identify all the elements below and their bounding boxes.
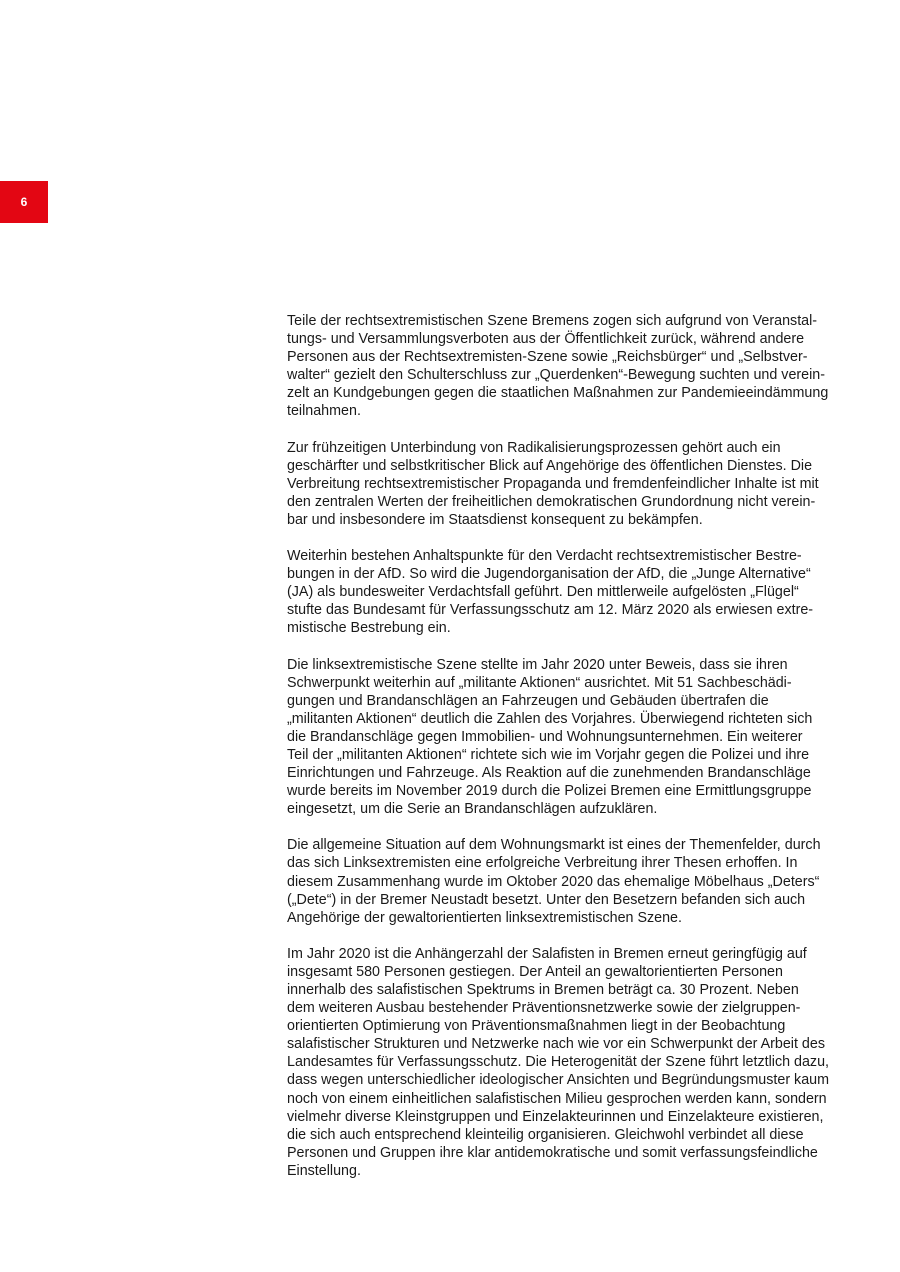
paragraph-line: insgesamt 580 Personen gestiegen. Der Anteil an gewaltorientierten Personen [287, 963, 783, 980]
paragraph-line: den zentralen Werten der freiheitlichen demokratischen Grundordnung nicht verein- [287, 493, 816, 510]
paragraph-line: Einstellung. [287, 1162, 361, 1179]
body-text [287, 312, 839, 1198]
paragraph-line: gungen und Brandanschlägen an Fahrzeugen und Gebäuden übertrafen die [287, 692, 769, 709]
paragraph-line: stufte das Bundesamt für Verfassungsschutz am 12. März 2020 als erwiesen extre- [287, 602, 814, 619]
paragraph-line: Die linksextremistische Szene stellte im Jahr 2020 unter Beweis, dass sie ihren [287, 656, 788, 673]
paragraph-line: bar und insbesondere im Staatsdienst konsequent zu bekämpfen. [287, 511, 703, 528]
paragraph-line: tungs- und Versammlungsverboten aus der Öffentlichkeit zurück, während andere [287, 331, 805, 348]
paragraph-line: salafistischer Strukturen und Netzwerke nach wie vor ein Schwerpunkt der Arbeit des [287, 1036, 825, 1053]
paragraph-line: Personen aus der Rechtsextremisten-Szene sowie „Reichsbürger“ und „Selbstver- [287, 349, 808, 366]
paragraph-line: Im Jahr 2020 ist die Anhängerzahl der Salafisten in Bremen erneut geringfügig auf [287, 945, 807, 962]
paragraph-line: dem weiteren Ausbau bestehender Präventionsnetzwerke sowie der zielgruppen- [287, 1000, 801, 1017]
paragraph-line: geschärfter und selbstkritischer Blick auf Angehörige des öffentlichen Dienstes. Die [287, 457, 813, 474]
paragraph-line: „militanten Aktionen“ deutlich die Zahlen des Vorjahres. Überwiegend richteten sich [287, 710, 813, 727]
paragraph-line: das sich Linksextremisten eine erfolgreiche Verbreitung ihrer Thesen erhoffen. In [287, 855, 798, 872]
paragraph-line: Teil der „militanten Aktionen“ richtete sich wie im Vorjahr gegen die Polizei und ihre [287, 746, 810, 763]
paragraph-line: wurde bereits im November 2019 durch die Polizei Bremen eine Ermittlungsgruppe [287, 783, 812, 800]
paragraph-line: (JA) als bundesweiter Verdachtsfall geführt. Den mittlerweile aufgelösten „Flügel“ [287, 584, 799, 601]
paragraph-line: Einrichtungen und Fahrzeuge. Als Reaktion auf die zunehmenden Brandanschläge [287, 765, 811, 782]
paragraph-line: innerhalb des salafistischen Spektrums in Bremen beträgt ca. 30 Prozent. Neben [287, 982, 799, 998]
paragraph [287, 312, 839, 421]
paragraph-line: die sich auch entsprechend kleinteilig organisieren. Gleichwohl verbindet all diese [287, 1126, 804, 1143]
paragraph-line: orientierten Optimierung von Präventionsmaßnahmen liegt in der Beobachtung [287, 1018, 786, 1035]
paragraph [287, 656, 839, 819]
paragraph-line: Verbreitung rechtsextremistischer Propaganda und fremdenfeindlicher Inhalte ist mit [287, 475, 819, 492]
paragraph-line: zelt an Kundgebungen gegen die staatlichen Maßnahmen zur Pandemieeindämmung [287, 385, 829, 402]
paragraph [287, 945, 839, 1180]
paragraph-line: („Dete“) in der Bremer Neustadt besetzt. Unter den Besetzern befanden sich auch [287, 891, 806, 908]
paragraph-line: noch von einem einheitlichen salafistischen Milieu gesprochen werden kann, sondern [287, 1090, 827, 1107]
paragraph-line: diesem Zusammenhang wurde im Oktober 2020 das ehemalige Möbelhaus „Deters“ [287, 873, 820, 890]
paragraph-line: Angehörige der gewaltorientierten linksextremistischen Szene. [287, 909, 682, 926]
paragraph-line: teilnahmen. [287, 403, 361, 420]
paragraph-line: Personen und Gruppen ihre klar antidemokratische und somit verfassungsfeindliche [287, 1144, 818, 1161]
paragraph [287, 547, 839, 637]
paragraph-line: Landesamtes für Verfassungsschutz. Die Heterogenität der Szene führt letztlich dazu, [287, 1054, 829, 1071]
paragraph-line: mistische Bestrebung ein. [287, 620, 451, 637]
paragraph [287, 439, 839, 529]
paragraph-line: walter“ gezielt den Schulterschluss zur „Querdenken“-Bewegung suchten und verein- [287, 367, 826, 384]
paragraph-line: Schwerpunkt weiterhin auf „militante Aktionen“ ausrichtet. Mit 51 Sachbeschädi- [287, 674, 792, 691]
paragraph [287, 836, 839, 926]
paragraph-line: Weiterhin bestehen Anhaltspunkte für den Verdacht rechtsextremistischer Bestre- [287, 548, 802, 565]
paragraph-line: die Brandanschläge gegen Immobilien- und Wohnungsunternehmen. Ein weiterer [287, 728, 803, 745]
paragraph-line: bungen in der AfD. So wird die Jugendorganisation der AfD, die „Junge Alternative“ [287, 566, 811, 583]
paragraph-line: Zur frühzeitigen Unterbindung von Radikalisierungsprozessen gehört auch ein [287, 439, 781, 456]
page-number-tab [0, 181, 48, 223]
paragraph-line: dass wegen unterschiedlicher ideologischer Ansichten und Begründungsmuster kaum [287, 1072, 830, 1089]
paragraph-line: Teile der rechtsextremistischen Szene Bremens zogen sich aufgrund von Veranstal- [287, 313, 818, 329]
paragraph-line: eingesetzt, um die Serie an Brandanschlägen aufzuklären. [287, 801, 658, 818]
paragraph-line: Die allgemeine Situation auf dem Wohnungsmarkt ist eines der Themenfelder, durch [287, 837, 821, 854]
paragraph-line: vielmehr diverse Kleinstgruppen und Einzelakteurinnen und Einzelakteure existieren, [287, 1108, 824, 1125]
page-number: 6 [20, 195, 28, 209]
